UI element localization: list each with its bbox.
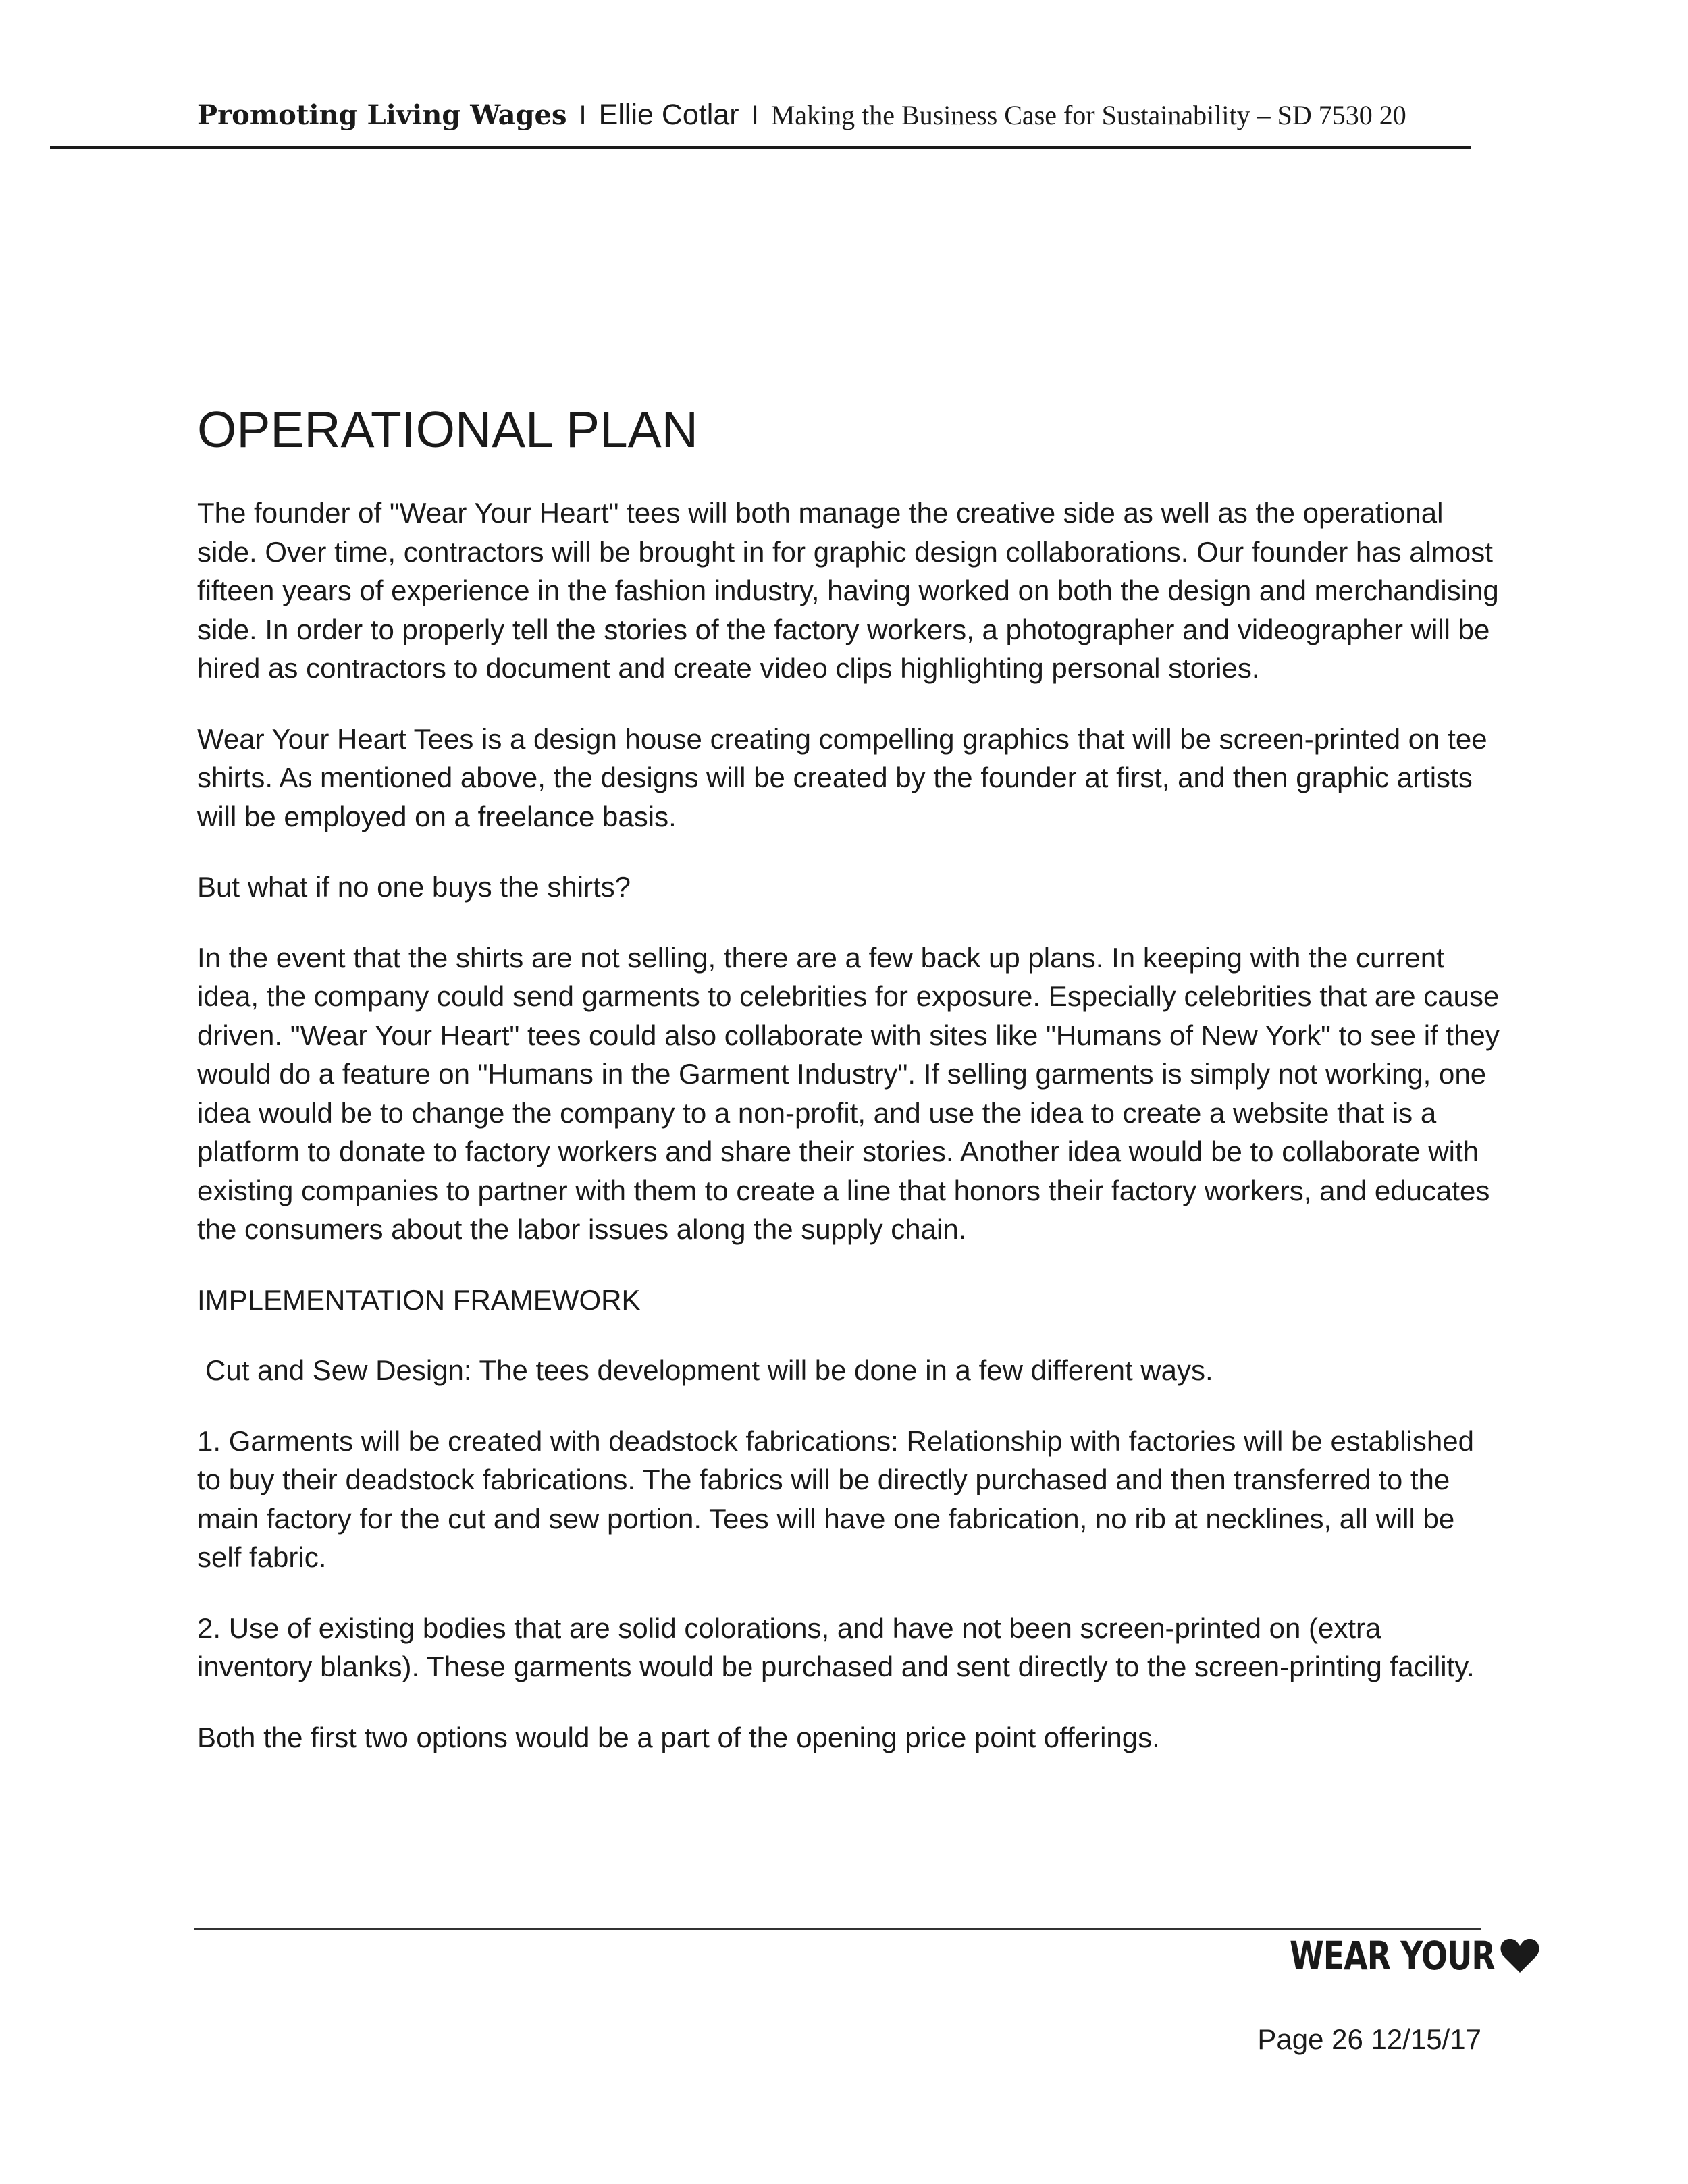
header-course: Making the Business Case for Sustainability – SD 7530 20 (770, 100, 1406, 130)
header-separator: I (751, 101, 759, 130)
header-rule (50, 146, 1471, 149)
running-header (197, 95, 1480, 136)
brand-logo (1290, 1932, 1539, 1979)
section-subheading: IMPLEMENTATION FRAMEWORK (197, 1283, 641, 1316)
paragraph: In the event that the shirts are not selling, there are a few back up plans. In keeping with the current idea, the company could send garments to celebrities for exposure. Especially celebrities that are cause driven. "Wear Your Heart" tees could also collaborate with sites like "Humans of New York" to see if they would do a feature on "Humans in the Garment Industry". If selling garments is simply not working, one idea would be to change the company to a non-profit, and use the idea to create a website that is a platform to donate to factory workers and share their stories. Another idea would be to collaborate with existing companies to partner with them to create a line that honors their factory workers, and educates the consumers about the labor issues along the supply chain. (197, 941, 1500, 1245)
paragraph: Wear Your Heart Tees is a design house creating compelling graphics that will be screen-printed on tee shirts. As mentioned above, the designs will be created by the founder at first, and then graphic artists will be employed on a freelance basis. (197, 722, 1487, 832)
footer-rule (194, 1928, 1481, 1930)
page-number: Page 26 12/15/17 (1257, 2023, 1481, 2055)
header-title: Promoting Living Wages (197, 99, 567, 131)
header-separator: I (579, 101, 587, 130)
page-content (197, 397, 1504, 1788)
paragraph: The founder of "Wear Your Heart" tees will both manage the creative side as well as the operational side. Over time, contractors will be brought in for graphic design collaborations. Our founder has almost fifteen years of experience in the fashion industry, having worked on both the design and merchandising side. In order to properly tell the stories of the factory workers, a photographer and videographer will be hired as contractors to document and create video clips highlighting personal stories. (197, 497, 1499, 684)
closing-paragraph: Both the first two options would be a part of the opening price point offerings. (197, 1721, 1160, 1753)
header-author: Ellie Cotlar (598, 99, 739, 131)
list-item: 1. Garments will be created with deadstock fabrications: Relationship with factories will be established to buy their deadstock fabrications. The fabrics will be directly purchased and then transferred to the main factory for the cut and sew portion. Tees will have one fabrication, no rib at necklines, all will be self fabric. (197, 1424, 1474, 1573)
logo-text: WEAR YOUR (1290, 1933, 1495, 1979)
section-heading: OPERATIONAL PLAN (197, 401, 698, 458)
framework-intro: Cut and Sew Design: The tees development will be done in a few different ways. (205, 1354, 1213, 1386)
paragraph: But what if no one buys the shirts? (197, 871, 631, 903)
heart-icon (1500, 1939, 1539, 1973)
list-item: 2. Use of existing bodies that are solid colorations, and have not been screen-printed on (extra inventory blanks). These garments would be purchased and sent directly to the screen-printing facility. (197, 1612, 1475, 1682)
